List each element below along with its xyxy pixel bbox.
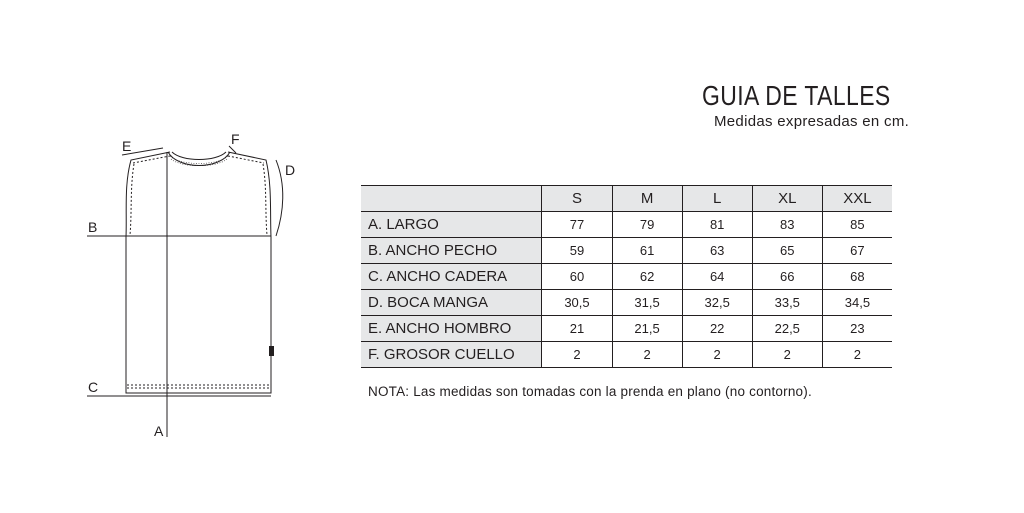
table-cell: 34,5 [822,290,892,316]
measurement-note: NOTA: Las medidas son tomadas con la prenda en plano (no contorno). [368,384,812,399]
table-row [361,290,892,316]
table-cell: 21 [542,316,612,342]
table-cell: 2 [752,342,822,368]
left-shoulder-stitch [133,156,170,163]
right-armhole-stitch [263,164,267,235]
row-label: F. GROSOR CUELLO [361,342,542,368]
table-row [361,342,892,368]
page-title: GUIA DE TALLES [702,80,891,111]
table-cell: 83 [752,212,822,238]
label-d: D [285,162,296,178]
table-row [361,238,892,264]
table-cell: 85 [822,212,892,238]
size-header: M [612,186,682,212]
table-row [361,212,892,238]
row-label: E. ANCHO HOMBRO [361,316,542,342]
label-b: B [88,219,98,235]
table-cell: 2 [542,342,612,368]
collar-ribbing-2 [171,159,227,166]
tank-top-diagram [0,0,360,513]
table-cell: 79 [612,212,682,238]
table-cell: 63 [682,238,752,264]
size-header: XL [752,186,822,212]
label-e: E [122,138,132,154]
label-c: C [88,379,99,395]
size-header-corner [361,186,542,212]
table-cell: 59 [542,238,612,264]
table-cell: 30,5 [542,290,612,316]
right-shoulder-stitch [228,156,264,163]
label-f: F [231,131,240,147]
table-cell: 62 [612,264,682,290]
table-cell: 60 [542,264,612,290]
page-subtitle: Medidas expresadas en cm. [714,113,910,130]
table-cell: 68 [822,264,892,290]
size-header: L [682,186,752,212]
garment-outline [126,152,271,393]
table-cell: 81 [682,212,752,238]
table-cell: 33,5 [752,290,822,316]
table-row [361,264,892,290]
table-cell: 66 [752,264,822,290]
table-cell: 32,5 [682,290,752,316]
collar-inner [172,152,226,160]
table-cell: 23 [822,316,892,342]
size-header-row [361,186,892,212]
table-row [361,316,892,342]
table-cell: 64 [682,264,752,290]
left-armhole-stitch [130,164,134,235]
table-cell: 22 [682,316,752,342]
size-chart-table [361,185,892,368]
table-cell: 21,5 [612,316,682,342]
size-header: XXL [822,186,892,212]
side-label-tag [269,346,274,356]
size-header: S [542,186,612,212]
table-cell: 61 [612,238,682,264]
row-label: D. BOCA MANGA [361,290,542,316]
label-a: A [154,423,164,439]
line-d [276,160,283,236]
table-cell: 2 [612,342,682,368]
row-label: A. LARGO [361,212,542,238]
row-label: C. ANCHO CADERA [361,264,542,290]
table-cell: 77 [542,212,612,238]
row-label: B. ANCHO PECHO [361,238,542,264]
table-cell: 2 [822,342,892,368]
table-cell: 2 [682,342,752,368]
table-cell: 22,5 [752,316,822,342]
table-cell: 31,5 [612,290,682,316]
table-cell: 65 [752,238,822,264]
table-cell: 67 [822,238,892,264]
